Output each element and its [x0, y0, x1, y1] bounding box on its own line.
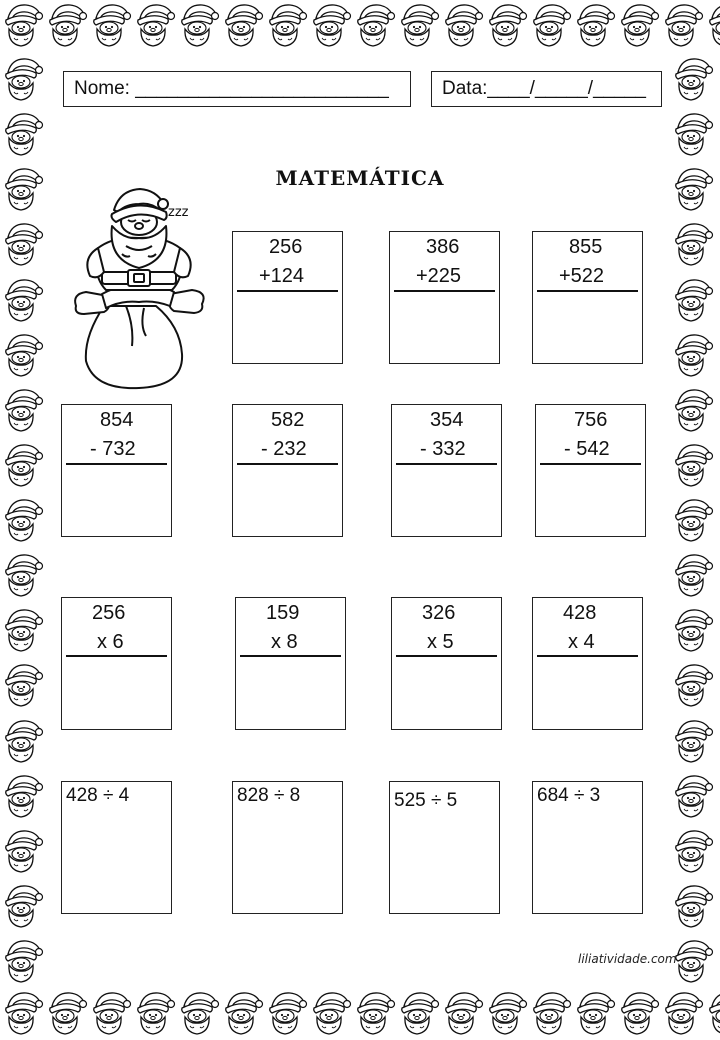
answer-rule	[537, 655, 638, 657]
santa-face-icon	[0, 219, 44, 269]
santa-face-icon	[670, 330, 714, 380]
santa-face-icon	[352, 0, 396, 50]
santa-face-icon	[0, 495, 44, 545]
santa-face-icon	[670, 550, 714, 600]
border-left	[0, 54, 48, 986]
santa-face-icon	[528, 0, 572, 50]
santa-face-icon	[704, 988, 720, 1038]
operand-bottom: x 4	[568, 631, 595, 653]
santa-face-icon	[396, 988, 440, 1038]
santa-face-icon	[670, 219, 714, 269]
answer-rule	[237, 290, 338, 292]
santa-face-icon	[704, 0, 720, 50]
santa-face-icon	[132, 988, 176, 1038]
santa-face-icon	[670, 716, 714, 766]
santa-face-icon	[670, 54, 714, 104]
santa-face-icon	[44, 0, 88, 50]
subtraction-problem-box[interactable]	[232, 404, 343, 537]
santa-face-icon	[0, 0, 44, 50]
santa-face-icon	[670, 660, 714, 710]
division-expression: 828 ÷ 8	[237, 785, 301, 806]
santa-face-icon	[670, 109, 714, 159]
santa-face-icon	[660, 0, 704, 50]
santa-face-icon	[528, 988, 572, 1038]
operand-top: 855	[569, 236, 603, 258]
santa-face-icon	[0, 550, 44, 600]
santa-face-icon	[176, 988, 220, 1038]
operand-bottom: +522	[559, 265, 605, 287]
santa-face-icon	[670, 385, 714, 435]
division-problem-box[interactable]	[232, 781, 343, 914]
santa-face-icon	[0, 440, 44, 490]
addition-problem-box[interactable]	[232, 231, 343, 364]
santa-face-icon	[88, 988, 132, 1038]
operand-bottom: x 6	[97, 631, 124, 653]
santa-face-icon	[616, 0, 660, 50]
santa-face-icon	[0, 605, 44, 655]
santa-face-icon	[670, 771, 714, 821]
santa-face-icon	[264, 0, 308, 50]
border-top	[0, 0, 720, 52]
division-problem-box[interactable]	[532, 781, 643, 914]
division-expression: 684 ÷ 3	[537, 785, 601, 806]
santa-face-icon	[264, 988, 308, 1038]
santa-face-icon	[352, 988, 396, 1038]
operand-top: 854	[100, 409, 134, 431]
santa-face-icon	[670, 440, 714, 490]
santa-face-icon	[0, 330, 44, 380]
operand-bottom: x 8	[271, 631, 298, 653]
santa-face-icon	[440, 988, 484, 1038]
multiplication-problem-box[interactable]	[61, 597, 172, 730]
multiplication-problem-box[interactable]	[391, 597, 502, 730]
santa-face-icon	[0, 275, 44, 325]
santa-face-icon	[572, 0, 616, 50]
santa-face-icon	[0, 826, 44, 876]
subtraction-problem-box[interactable]	[535, 404, 646, 537]
date-field[interactable]: Data:____/_____/_____	[431, 71, 662, 107]
answer-rule	[66, 463, 167, 465]
santa-face-icon	[396, 0, 440, 50]
santa-face-icon	[0, 660, 44, 710]
santa-face-icon	[484, 988, 528, 1038]
name-field[interactable]: Nome: ________________________	[63, 71, 411, 107]
border-right	[670, 54, 718, 986]
santa-face-icon	[670, 275, 714, 325]
santa-face-icon	[0, 881, 44, 931]
santa-face-icon	[0, 54, 44, 104]
subtraction-problem-box[interactable]	[61, 404, 172, 537]
santa-face-icon	[0, 716, 44, 766]
santa-face-icon	[670, 826, 714, 876]
santa-face-icon	[0, 385, 44, 435]
answer-rule	[396, 655, 497, 657]
operand-bottom: - 232	[261, 438, 307, 460]
santa-face-icon	[572, 988, 616, 1038]
operand-top: 256	[92, 602, 126, 624]
santa-face-icon	[308, 988, 352, 1038]
operand-top: 756	[574, 409, 608, 431]
santa-face-icon	[88, 0, 132, 50]
santa-face-icon	[176, 0, 220, 50]
operand-top: 326	[422, 602, 456, 624]
addition-problem-box[interactable]	[389, 231, 500, 364]
santa-face-icon	[0, 771, 44, 821]
santa-face-icon	[132, 0, 176, 50]
border-bottom	[0, 988, 720, 1040]
santa-face-icon	[616, 988, 660, 1038]
answer-rule	[240, 655, 341, 657]
subtraction-problem-box[interactable]	[391, 404, 502, 537]
santa-face-icon	[670, 495, 714, 545]
santa-face-icon	[670, 605, 714, 655]
division-expression: 428 ÷ 4	[66, 785, 130, 806]
addition-problem-box[interactable]	[532, 231, 643, 364]
santa-face-icon	[660, 988, 704, 1038]
division-problem-box[interactable]	[389, 781, 500, 914]
answer-rule	[237, 463, 338, 465]
santa-face-icon	[0, 936, 44, 986]
operand-bottom: - 332	[420, 438, 466, 460]
footer-credit: liliatividade.com	[578, 952, 677, 966]
answer-rule	[537, 290, 638, 292]
division-expression: 525 ÷ 5	[394, 790, 458, 811]
santa-face-icon	[484, 0, 528, 50]
answer-rule	[396, 463, 497, 465]
santa-face-icon	[670, 881, 714, 931]
snore-text: zzz	[168, 205, 189, 220]
multiplication-problem-box[interactable]	[532, 597, 643, 730]
multiplication-problem-box[interactable]	[235, 597, 346, 730]
santa-face-icon	[0, 988, 44, 1038]
sleeping-santa-icon	[64, 186, 214, 392]
answer-rule	[66, 655, 167, 657]
operand-top: 354	[430, 409, 464, 431]
operand-bottom: - 542	[564, 438, 610, 460]
operand-bottom: - 732	[90, 438, 136, 460]
answer-rule	[540, 463, 641, 465]
santa-face-icon	[308, 0, 352, 50]
division-problem-box[interactable]	[61, 781, 172, 914]
operand-bottom: +124	[259, 265, 305, 287]
santa-face-icon	[670, 936, 714, 986]
operand-top: 256	[269, 236, 303, 258]
santa-face-icon	[0, 109, 44, 159]
operand-top: 159	[266, 602, 300, 624]
santa-face-icon	[220, 988, 264, 1038]
operand-bottom: +225	[416, 265, 462, 287]
page-title: MATEMÁTICA	[275, 166, 445, 190]
operand-top: 428	[563, 602, 597, 624]
answer-rule	[394, 290, 495, 292]
santa-face-icon	[44, 988, 88, 1038]
operand-bottom: x 5	[427, 631, 454, 653]
operand-top: 386	[426, 236, 460, 258]
santa-face-icon	[440, 0, 484, 50]
operand-top: 582	[271, 409, 305, 431]
santa-face-icon	[220, 0, 264, 50]
